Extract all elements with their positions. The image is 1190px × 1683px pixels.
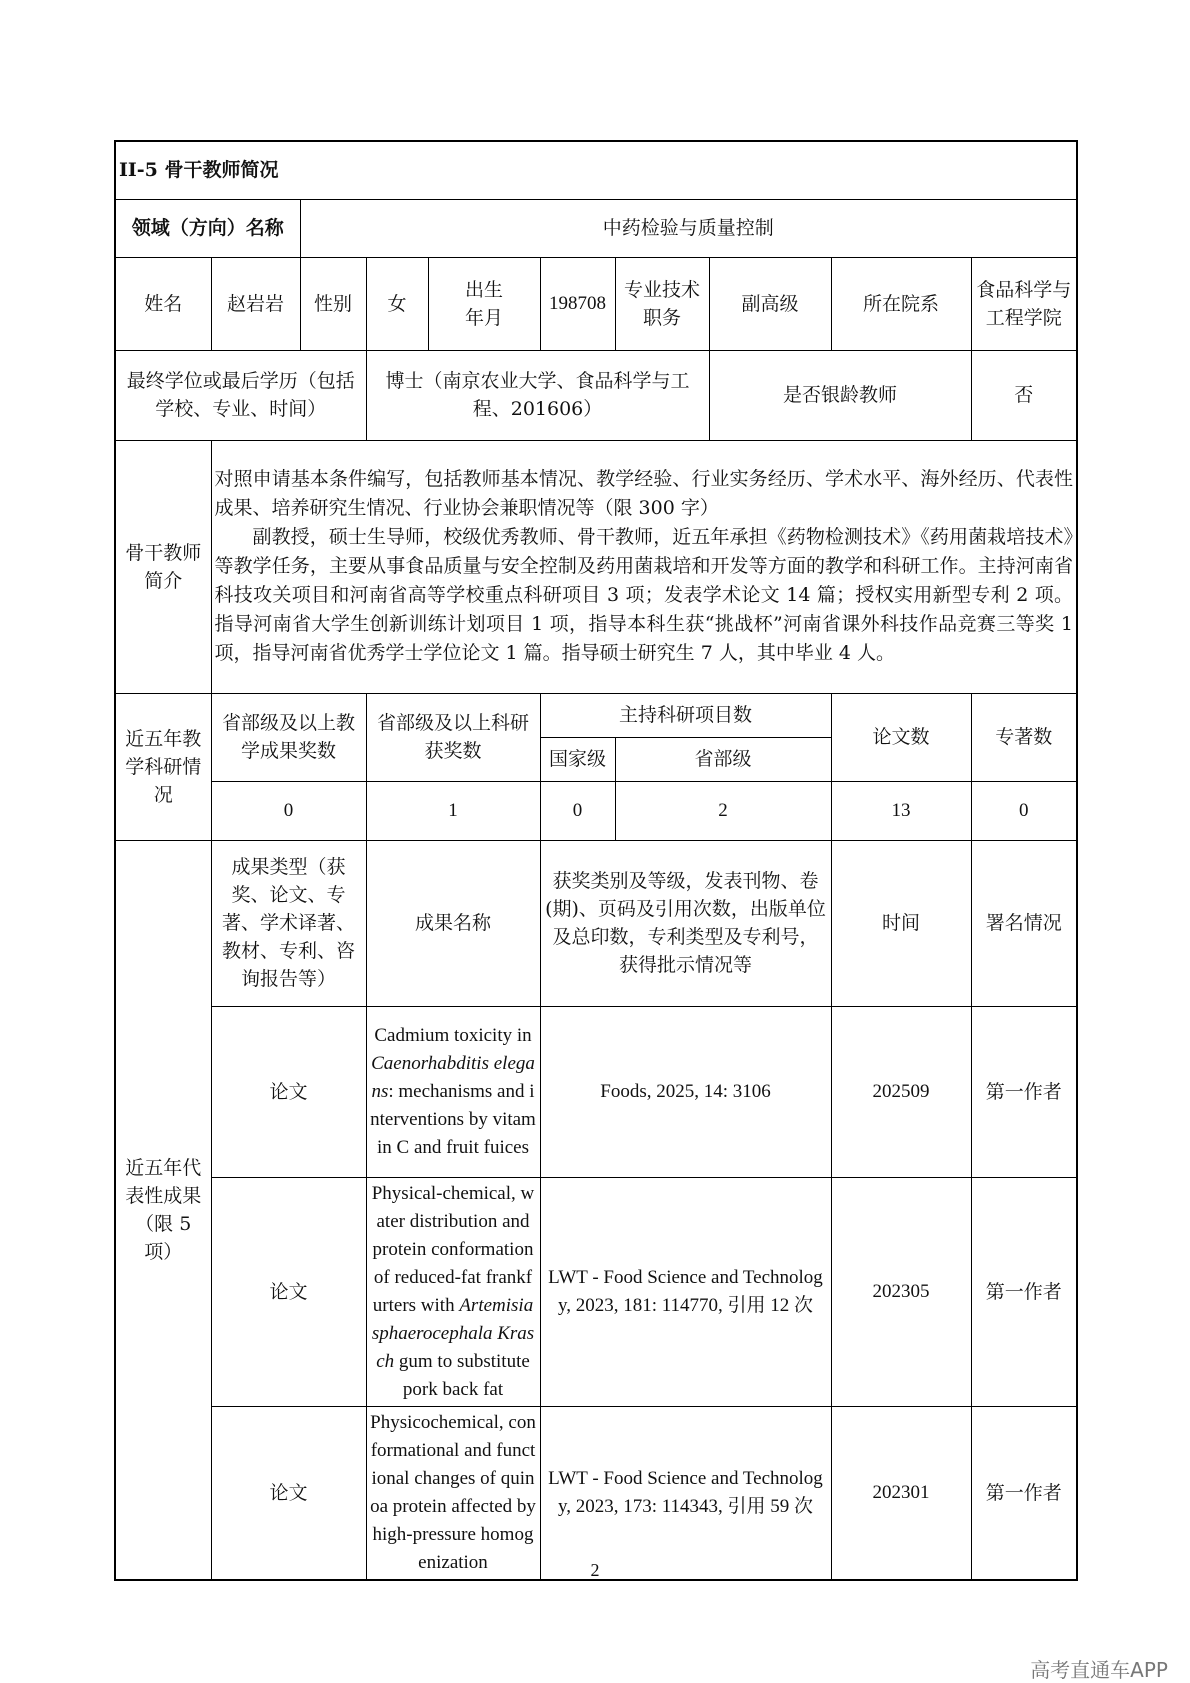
achievement-name-a: Cadmium toxicity in — [374, 1024, 532, 1046]
achievement-author: 第一作者 — [971, 1006, 1077, 1177]
detail-header: 获奖类别及等级，发表刊物、卷(期)、页码及引用次数，出版单位及总印数，专利类型及专利号，获得批示情况等 — [540, 840, 831, 1006]
books-header: 专著数 — [971, 693, 1077, 781]
section-title: II-5 骨干教师简况 — [115, 141, 1077, 199]
degree-value: 博士（南京农业大学、食品科学与工程、201606） — [366, 350, 709, 440]
achievement-time: 202305 — [831, 1177, 971, 1406]
national-header: 国家级 — [540, 737, 615, 781]
intro-instruction: 对照申请基本条件编写，包括教师基本情况、教学经验、行业实务经历、学术水平、海外经历、代表性成果、培养研究生情况、行业协会兼职情况等（限 300 字） — [214, 468, 1073, 519]
achievement-name-c: gum to substitute pork back fat — [394, 1350, 530, 1400]
type-header: 成果类型（获奖、论文、专著、学术译著、教材、专利、咨询报告等） — [211, 840, 366, 1006]
achievement-detail: LWT - Food Science and Technology, 2023, 181: 114770, 引用 12 次 — [540, 1177, 831, 1406]
sci-award-header: 省部级及以上科研获奖数 — [366, 693, 540, 781]
author-header: 署名情况 — [971, 840, 1077, 1006]
achievement-row — [115, 1006, 1077, 1177]
achievement-name — [366, 1177, 540, 1406]
achievement-name — [366, 1006, 540, 1177]
intro-text: 副教授，硕士生导师，校级优秀教师、骨干教师，近五年承担《药物检测技术》《药用菌栽培技术》等教学任务，主要从事食品质量与安全控制及药用菌栽培和开发等方面的教学和科研工作。主持河南省科技攻关项目和河南省高等学校重点科研项目 3 项；发表学术论文 14 篇；授权实用新型专利 2 项。指导河南省大学生创新训练计划项目 1 项，指导本科生获“挑战杯”河南省课外科技作品竞赛三等奖 1 项，指导河南省优秀学士学位论文 1 篇。指导硕士研究生 7 人，其中毕业 4 人。 — [214, 526, 1073, 664]
field-row — [115, 199, 1077, 257]
time-header: 时间 — [831, 840, 971, 1006]
silver-teacher-label: 是否银龄教师 — [709, 350, 971, 440]
achievement-row — [115, 1406, 1077, 1580]
achievement-type: 论文 — [211, 1006, 366, 1177]
achievement-name — [366, 1406, 540, 1580]
birth-label — [428, 257, 540, 350]
provincial-value: 2 — [615, 781, 831, 840]
degree-label: 最终学位或最后学历（包括学校、专业、时间） — [115, 350, 366, 440]
projects-header: 主持科研项目数 — [540, 693, 831, 737]
achievement-name-a: Physical-chemical, water distribution and protein conformation of reduced-fat frankfurters with — [371, 1182, 535, 1316]
achievement-time: 202301 — [831, 1406, 971, 1580]
field-label: 领域（方向）名称 — [115, 199, 300, 257]
teacher-profile-table — [114, 140, 1078, 1581]
gender-label: 性别 — [300, 257, 366, 350]
birth-label-line1: 出生 — [464, 278, 503, 301]
title-label — [615, 257, 709, 350]
research-label: 近五年教学科研情况 — [115, 693, 211, 840]
achievement-detail: LWT - Food Science and Technology, 2023, 173: 114343, 引用 59 次 — [540, 1406, 831, 1580]
basic-info-row — [115, 257, 1077, 350]
intro-row — [115, 440, 1077, 693]
achievement-row — [115, 1177, 1077, 1406]
provincial-header: 省部级 — [615, 737, 831, 781]
page-number: 2 — [590, 1560, 600, 1580]
achievements-label: 近五年代表性成果（限 5 项） — [115, 840, 211, 1580]
national-value: 0 — [540, 781, 615, 840]
teaching-award-header: 省部级及以上教学成果奖数 — [211, 693, 366, 781]
birth-value: 198708 — [540, 257, 615, 350]
dept-value: 食品科学与工程学院 — [971, 257, 1077, 350]
name-header: 成果名称 — [366, 840, 540, 1006]
achievement-author: 第一作者 — [971, 1406, 1077, 1580]
sci-award-value: 1 — [366, 781, 540, 840]
birth-label-line2: 年月 — [464, 306, 503, 329]
gender-value: 女 — [366, 257, 428, 350]
research-header-row-1 — [115, 693, 1077, 737]
books-value: 0 — [971, 781, 1077, 840]
achievement-name-italic: Artemisia sphaerocephala Krasch — [371, 1294, 535, 1372]
intro-label: 骨干教师简介 — [115, 440, 211, 693]
name-label: 姓名 — [115, 257, 211, 350]
papers-value: 13 — [831, 781, 971, 840]
achievements-header-row — [115, 840, 1077, 1006]
silver-teacher-value: 否 — [971, 350, 1077, 440]
achievement-name-c: : mechanisms and interventions by vitamin C and fruit fuices — [370, 1080, 536, 1158]
teaching-award-value: 0 — [211, 781, 366, 840]
dept-label: 所在院系 — [831, 257, 971, 350]
field-value: 中药检验与质量控制 — [300, 199, 1077, 257]
title-value: 副高级 — [709, 257, 831, 350]
intro-content — [211, 440, 1077, 693]
achievement-name-a: Physicochemical, conformational and functional changes of quinoa protein affected by high-pressure homogenization — [370, 1411, 536, 1573]
section-title-row — [115, 141, 1077, 199]
achievement-type: 论文 — [211, 1406, 366, 1580]
achievement-name-italic: Caenorhabditis elegans — [371, 1052, 535, 1102]
achievement-type: 论文 — [211, 1177, 366, 1406]
research-values-row — [115, 781, 1077, 840]
title-label-line1: 专业技术 — [623, 278, 700, 301]
achievement-author: 第一作者 — [971, 1177, 1077, 1406]
watermark: 高考直通车APP — [1030, 1658, 1168, 1682]
achievement-detail: Foods, 2025, 14: 3106 — [540, 1006, 831, 1177]
name-value: 赵岩岩 — [211, 257, 300, 350]
achievement-time: 202509 — [831, 1006, 971, 1177]
papers-header: 论文数 — [831, 693, 971, 781]
degree-row — [115, 350, 1077, 440]
title-label-line2: 职务 — [642, 306, 681, 329]
